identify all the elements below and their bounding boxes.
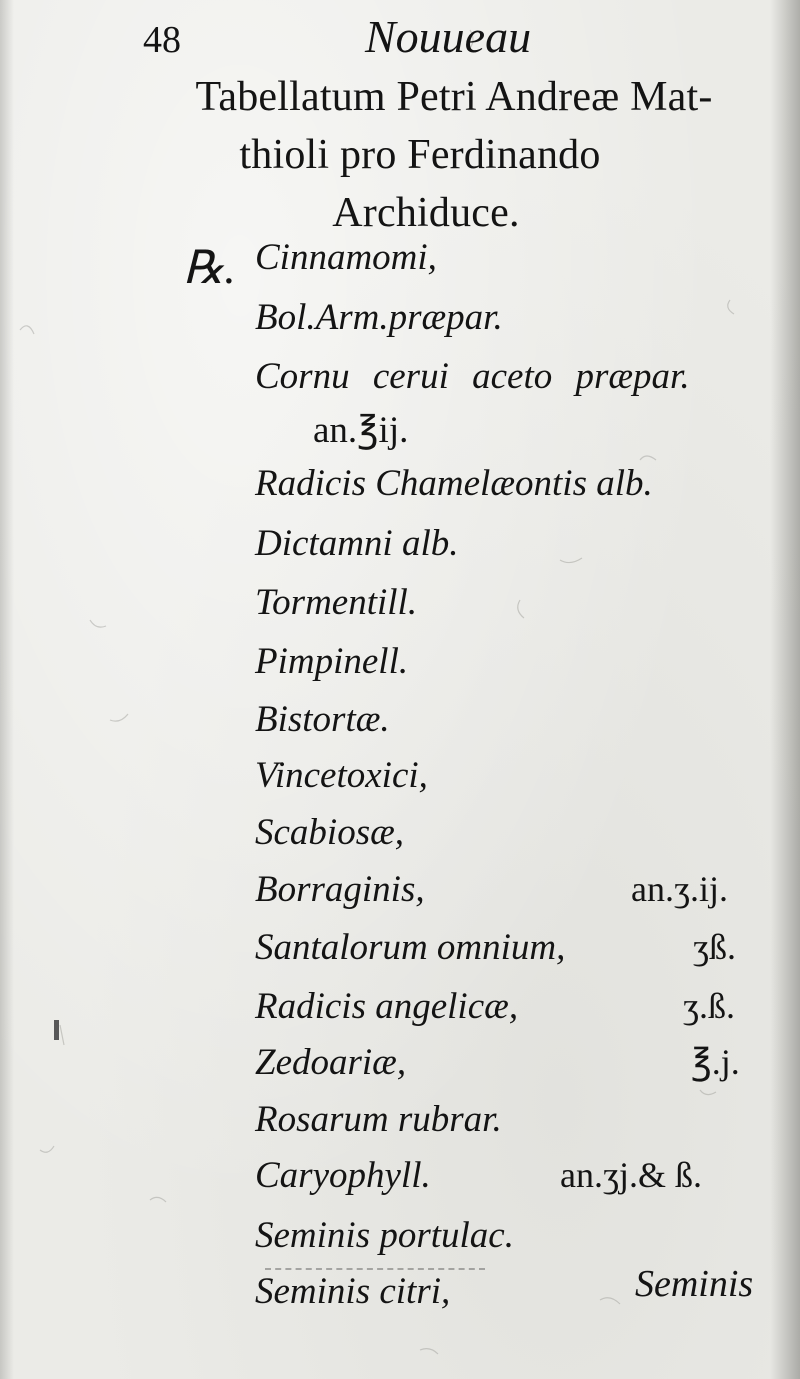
ingredient: Seminis citri, [255, 1271, 451, 1312]
title-line: thioli pro Ferdinando [239, 132, 601, 178]
recipe-symbol: ℞. [183, 242, 236, 293]
ingredient: Cinnamomi, [255, 237, 437, 278]
ingredient: Cornu cerui aceto præpar. [255, 356, 690, 397]
ingredient: Radicis angelicæ, [255, 986, 519, 1027]
ingredient-quantity: an.℥ij. [313, 410, 409, 451]
ingredient: Bol.Arm.præpar. [255, 297, 503, 338]
ingredient: Tormentill. [255, 582, 418, 623]
ingredient: Vincetoxici, [255, 755, 428, 796]
recipe-title [130, 68, 770, 242]
ingredient: Caryophyll. [255, 1155, 431, 1196]
ingredient: Santalorum omnium, [255, 927, 566, 968]
title-line: Tabellatum Petri Andreæ Mat- [195, 74, 713, 120]
ingredient: Pimpinell. [255, 641, 409, 682]
dosage: ʒ.ß. [683, 986, 735, 1026]
page-edge-shadow [770, 0, 800, 1379]
dosage: ℥.j. [691, 1042, 740, 1082]
page-gutter-shadow [0, 0, 14, 1379]
ingredient: Borraginis, [255, 869, 425, 910]
ingredient: Bistortæ. [255, 699, 390, 740]
dosage: an.ʒj.& ß. [560, 1155, 702, 1195]
dosage: ʒß. [693, 927, 736, 967]
ingredient: Scabiosæ, [255, 812, 405, 853]
ingredient: Rosarum rubrar. [255, 1099, 502, 1140]
page-rule [265, 1268, 485, 1270]
ingredient: Radicis Chamelæontis alb. [255, 463, 653, 504]
running-head: Nouueau [365, 11, 532, 62]
title-line: Archiduce. [332, 190, 520, 236]
dosage: an.ʒ.ij. [631, 869, 728, 909]
ingredient: Seminis portulac. [255, 1215, 514, 1256]
catchword: Seminis [635, 1263, 754, 1305]
ingredient: Dictamni alb. [255, 523, 459, 564]
page-number: 48 [143, 19, 181, 61]
ingredient: Zedoariæ, [255, 1042, 407, 1083]
